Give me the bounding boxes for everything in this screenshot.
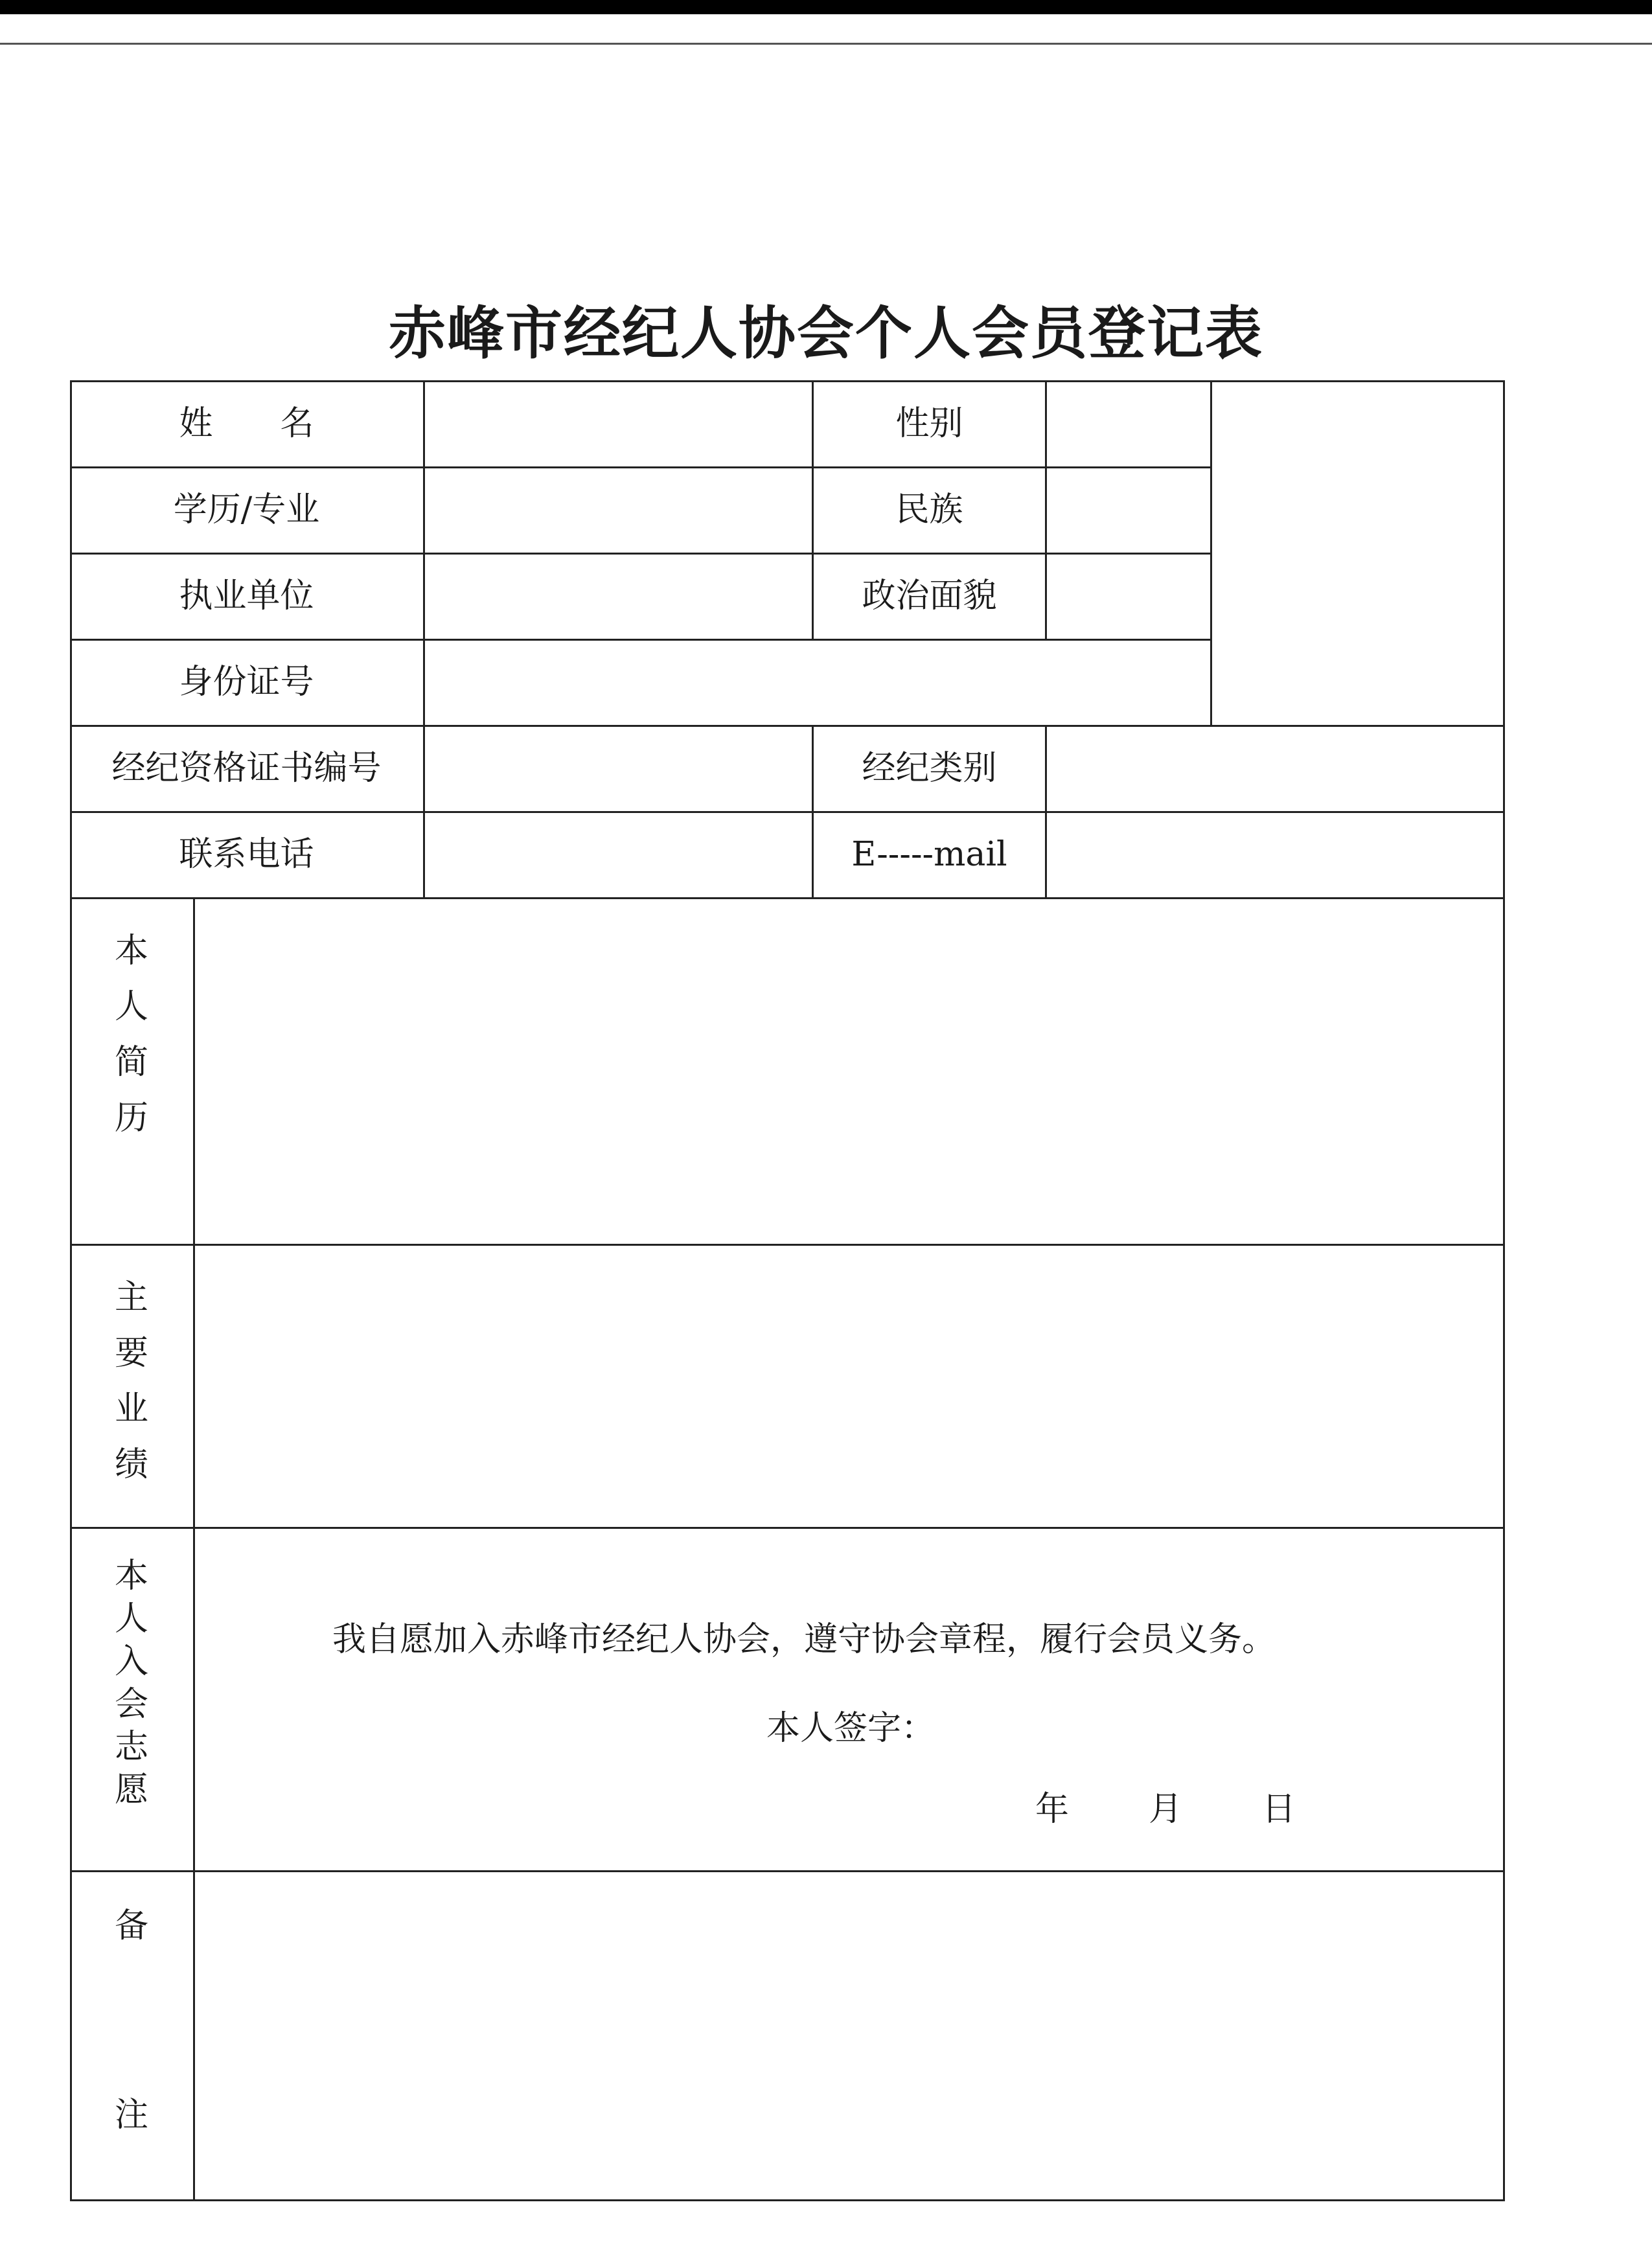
intent-label-char: 人 <box>114 1599 148 1638</box>
remarks-field[interactable] <box>195 1872 1503 2199</box>
achievements-label-char: 绩 <box>114 1445 148 1484</box>
email-label: E-----mail <box>851 834 1007 874</box>
remarks-label-char: 备 <box>114 1907 148 1945</box>
scan-top-border <box>0 0 1652 14</box>
table-border-bottom <box>70 2199 1505 2201</box>
remarks-label-char: 注 <box>114 2096 148 2135</box>
achievements-field[interactable] <box>195 1246 1503 1527</box>
name-label: 姓 名 <box>179 404 314 443</box>
date-month-label: 月 <box>1149 1790 1183 1829</box>
date-day-label: 日 <box>1262 1790 1296 1829</box>
certificate-number-field[interactable] <box>425 727 812 811</box>
pledge-text: 我自愿加入赤峰市经纪人协会，遵守协会章程，履行会员义务。 <box>332 1620 1276 1659</box>
political-status-label: 政治面貌 <box>862 576 997 615</box>
achievements-label-char: 业 <box>114 1390 148 1428</box>
photo-box[interactable] <box>1212 382 1503 725</box>
employer-field[interactable] <box>425 555 812 639</box>
political-status-field[interactable] <box>1047 555 1210 639</box>
education-field[interactable] <box>425 468 812 553</box>
resume-label-char: 本 <box>114 932 148 970</box>
phone-field[interactable] <box>425 813 812 897</box>
name-field[interactable] <box>425 382 812 466</box>
registration-form <box>70 380 1505 2201</box>
achievements-label <box>70 1278 193 1484</box>
intent-label-char: 会 <box>114 1685 148 1724</box>
remarks-label <box>70 1907 193 2135</box>
signature-label: 本人签字： <box>766 1709 935 1748</box>
scan-top-line <box>0 43 1652 45</box>
broker-category-label: 经纪类别 <box>862 748 997 788</box>
resume-label <box>70 932 193 1138</box>
phone-label: 联系电话 <box>179 834 314 874</box>
achievements-label-char: 要 <box>114 1334 148 1373</box>
membership-intent-label <box>70 1559 193 1807</box>
education-label: 学历/专业 <box>173 490 320 529</box>
certificate-number-label: 经纪资格证书编号 <box>111 748 382 788</box>
resume-label-char: 历 <box>114 1099 148 1138</box>
intent-label-char: 本 <box>114 1557 148 1596</box>
row-divider <box>70 1527 1505 1529</box>
signature-field[interactable] <box>941 1702 1330 1754</box>
employer-label: 执业单位 <box>179 576 314 615</box>
gender-label: 性别 <box>895 404 963 443</box>
date-year-label: 年 <box>1035 1790 1070 1829</box>
intent-label-char: 志 <box>114 1728 148 1767</box>
intent-label-char: 愿 <box>114 1770 148 1809</box>
resume-field[interactable] <box>195 899 1503 1244</box>
resume-label-char: 简 <box>114 1043 148 1082</box>
gender-field[interactable] <box>1047 382 1210 466</box>
page-title: 赤峰市经纪人协会个人会员登记表 <box>388 299 1263 367</box>
id-number-label: 身份证号 <box>179 662 314 702</box>
id-number-field[interactable] <box>425 641 1210 725</box>
ethnicity-label: 民族 <box>895 490 963 529</box>
table-border-right <box>1503 380 1505 2201</box>
achievements-label-char: 主 <box>114 1278 148 1317</box>
email-field[interactable] <box>1047 813 1503 897</box>
resume-label-char: 人 <box>114 987 148 1026</box>
broker-category-field[interactable] <box>1047 727 1503 811</box>
intent-label-char: 入 <box>114 1642 148 1681</box>
ethnicity-field[interactable] <box>1047 468 1210 553</box>
